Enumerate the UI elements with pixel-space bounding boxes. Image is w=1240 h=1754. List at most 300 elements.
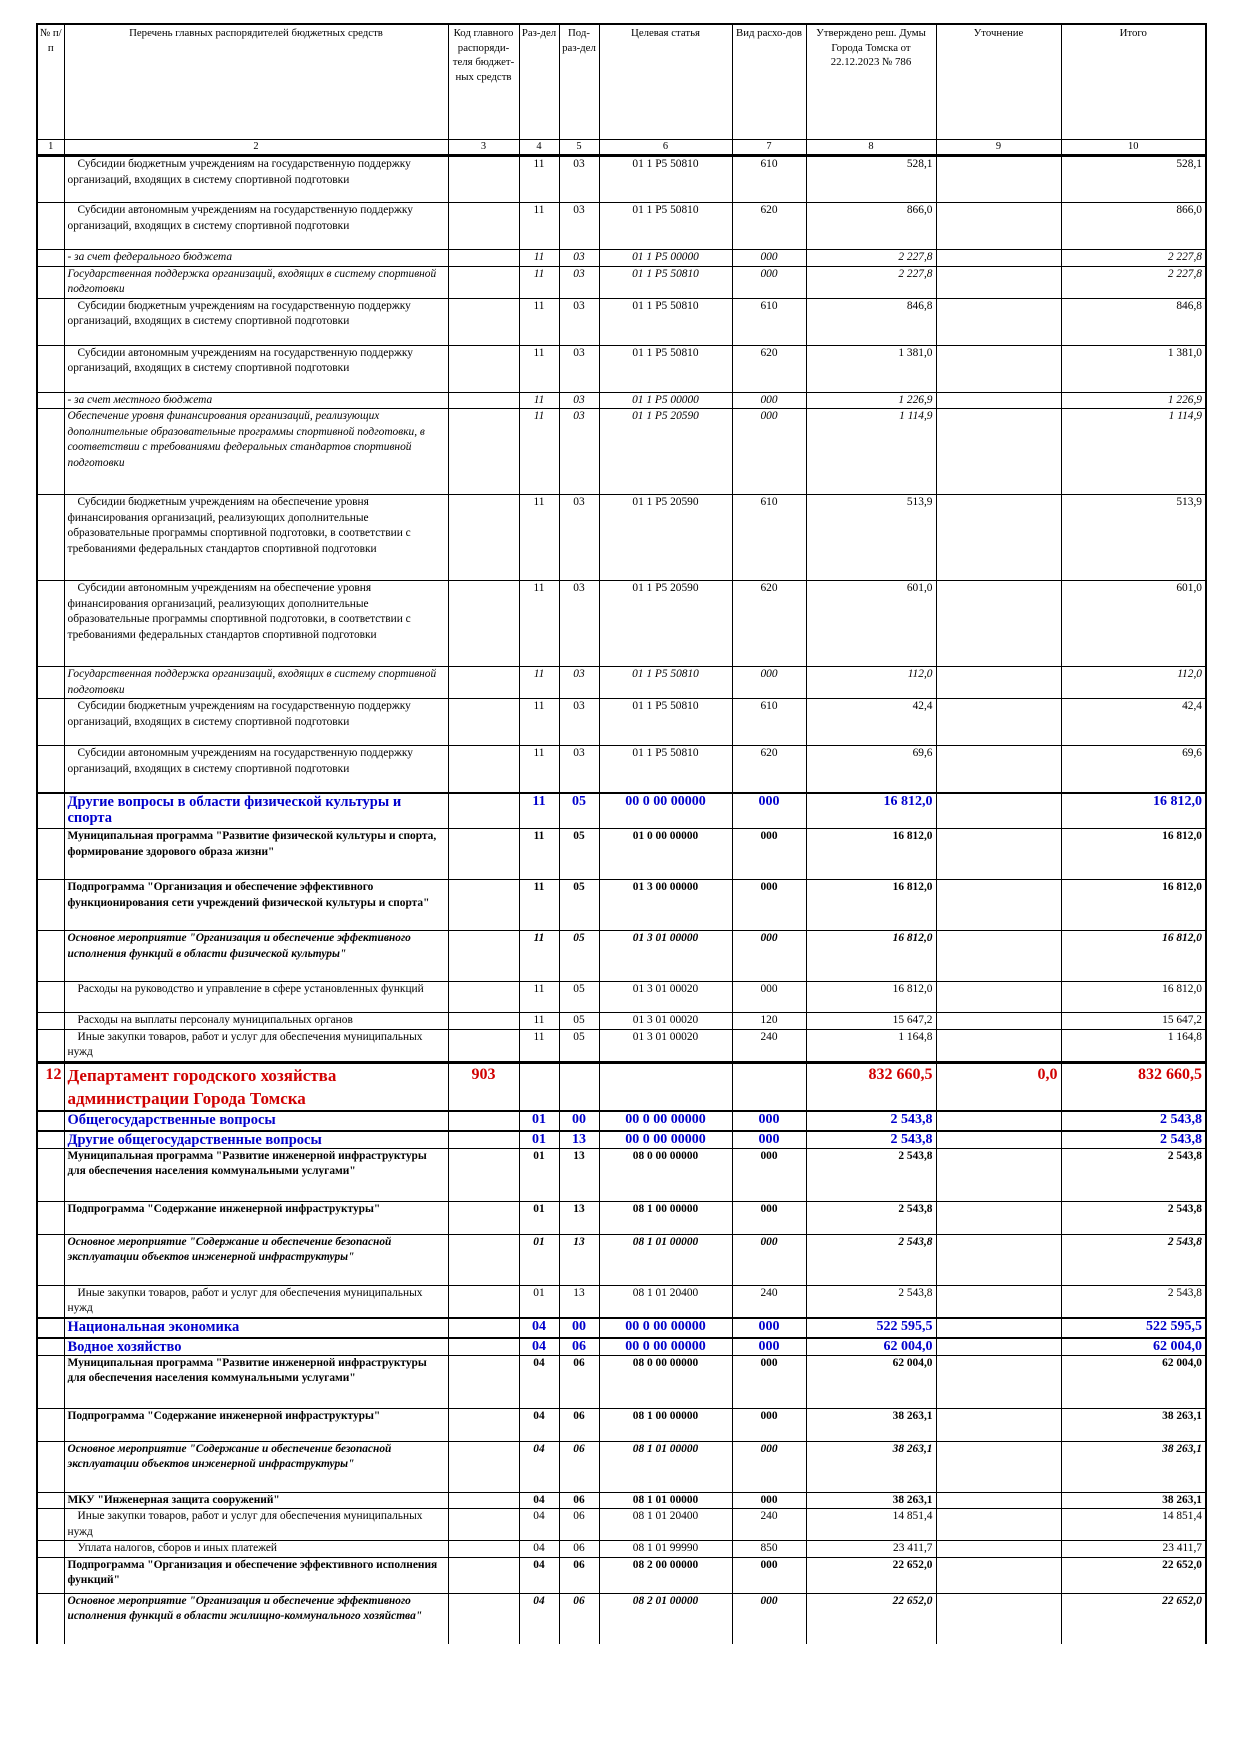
row-name-cell: Субсидии бюджетным учреждениям на государственную поддержку организаций, входящих в систему спортивной подготовки [64, 298, 448, 345]
row-expense-type-cell: 000 [732, 1355, 806, 1408]
row-razdel-cell: 11 [519, 156, 559, 203]
row-code-cell [448, 1593, 519, 1644]
row-code-cell [448, 880, 519, 931]
row-target-article-cell: 08 1 01 00000 [599, 1492, 732, 1509]
row-number-cell [37, 1201, 64, 1234]
row-total-cell: 2 227,8 [1061, 266, 1206, 298]
row-number-cell [37, 931, 64, 982]
row-total-cell: 38 263,1 [1061, 1441, 1206, 1492]
row-name-cell: - за счет местного бюджета [64, 392, 448, 409]
row-number-cell [37, 409, 64, 495]
row-podrazdel-cell: 05 [559, 793, 599, 829]
row-total-cell: 14 851,4 [1061, 1509, 1206, 1541]
row-target-article-cell: 01 1 P5 50810 [599, 699, 732, 746]
row-razdel-cell: 11 [519, 931, 559, 982]
row-target-article-cell: 08 1 00 00000 [599, 1201, 732, 1234]
table-row [37, 409, 1206, 495]
row-name-cell: Другие вопросы в области физической культуры и спорта [64, 793, 448, 829]
row-code-cell [448, 667, 519, 699]
row-code-cell [448, 409, 519, 495]
row-total-cell: 513,9 [1061, 495, 1206, 581]
header-podrazdel: Под-раз-дел [559, 24, 599, 140]
row-expense-type-cell: 240 [732, 1029, 806, 1062]
row-approved-cell: 23 411,7 [806, 1541, 936, 1558]
row-number-cell [37, 1029, 64, 1062]
column-number: 10 [1061, 140, 1206, 156]
row-approved-cell: 38 263,1 [806, 1492, 936, 1509]
row-number-cell [37, 699, 64, 746]
row-expense-type-cell: 000 [732, 409, 806, 495]
header-expense-type: Вид расхо-дов [732, 24, 806, 140]
row-razdel-cell: 04 [519, 1557, 559, 1593]
row-change-cell [936, 931, 1061, 982]
header-row [37, 24, 1206, 140]
row-expense-type-cell: 000 [732, 1593, 806, 1644]
row-approved-cell: 62 004,0 [806, 1338, 936, 1356]
row-razdel-cell: 11 [519, 1013, 559, 1030]
row-expense-type-cell: 610 [732, 495, 806, 581]
row-number-cell [37, 1408, 64, 1441]
row-expense-type-cell: 000 [732, 266, 806, 298]
row-change-cell [936, 495, 1061, 581]
row-expense-type-cell: 000 [732, 1131, 806, 1149]
row-target-article-cell: 08 0 00 00000 [599, 1355, 732, 1408]
row-expense-type-cell: 000 [732, 1441, 806, 1492]
row-total-cell: 69,6 [1061, 746, 1206, 793]
row-total-cell: 2 543,8 [1061, 1234, 1206, 1285]
row-number-cell [37, 746, 64, 793]
header-total: Итого [1061, 24, 1206, 140]
row-code-cell [448, 581, 519, 667]
row-podrazdel-cell: 05 [559, 982, 599, 1013]
row-number-cell [37, 1338, 64, 1356]
row-podrazdel-cell: 05 [559, 1013, 599, 1030]
row-change-cell [936, 345, 1061, 392]
row-podrazdel-cell: 03 [559, 746, 599, 793]
row-change-cell [936, 250, 1061, 267]
row-number-cell [37, 345, 64, 392]
row-code-cell [448, 1355, 519, 1408]
row-name-cell: Субсидии автономным учреждениям на государственную поддержку организаций, входящих в систему спортивной подготовки [64, 345, 448, 392]
row-target-article-cell: 08 0 00 00000 [599, 1148, 732, 1201]
row-total-cell: 42,4 [1061, 699, 1206, 746]
row-approved-cell: 62 004,0 [806, 1355, 936, 1408]
row-approved-cell: 1 114,9 [806, 409, 936, 495]
row-razdel-cell: 11 [519, 266, 559, 298]
row-podrazdel-cell: 05 [559, 931, 599, 982]
row-change-cell [936, 1408, 1061, 1441]
row-podrazdel-cell: 13 [559, 1285, 599, 1318]
row-podrazdel-cell: 06 [559, 1408, 599, 1441]
row-podrazdel-cell: 05 [559, 1029, 599, 1062]
row-total-cell: 2 543,8 [1061, 1285, 1206, 1318]
row-number-cell [37, 1593, 64, 1644]
row-name-cell: Подпрограмма "Содержание инженерной инфраструктуры" [64, 1408, 448, 1441]
row-name-cell: Подпрограмма "Организация и обеспечение эффективного функционирования сети учреждений физической культуры и спорта" [64, 880, 448, 931]
row-code-cell [448, 982, 519, 1013]
row-name-cell: МКУ "Инженерная защита сооружений" [64, 1492, 448, 1509]
row-target-article-cell: 01 1 P5 50810 [599, 156, 732, 203]
row-approved-cell: 22 652,0 [806, 1557, 936, 1593]
row-total-cell: 2 227,8 [1061, 250, 1206, 267]
row-change-cell [936, 1285, 1061, 1318]
table-row [37, 495, 1206, 581]
row-target-article-cell: 01 3 01 00020 [599, 982, 732, 1013]
row-total-cell: 2 543,8 [1061, 1201, 1206, 1234]
row-razdel-cell: 04 [519, 1408, 559, 1441]
table-row [37, 793, 1206, 829]
table-row [37, 581, 1206, 667]
column-number: 8 [806, 140, 936, 156]
row-code-cell [448, 1029, 519, 1062]
row-name-cell: Государственная поддержка организаций, входящих в систему спортивной подготовки [64, 266, 448, 298]
row-approved-cell: 38 263,1 [806, 1441, 936, 1492]
row-name-cell: Муниципальная программа "Развитие инженерной инфраструктуры для обеспечения населения коммунальными услугами" [64, 1355, 448, 1408]
row-name-cell: Государственная поддержка организаций, входящих в систему спортивной подготовки [64, 667, 448, 699]
row-number-cell [37, 1285, 64, 1318]
row-approved-cell: 2 543,8 [806, 1131, 936, 1149]
row-target-article-cell: 08 1 01 20400 [599, 1509, 732, 1541]
row-podrazdel-cell: 03 [559, 667, 599, 699]
row-expense-type-cell: 610 [732, 699, 806, 746]
row-code-cell [448, 829, 519, 880]
row-target-article-cell: 00 0 00 00000 [599, 1318, 732, 1338]
row-code-cell [448, 1408, 519, 1441]
row-razdel-cell: 11 [519, 1029, 559, 1062]
row-code-cell [448, 1441, 519, 1492]
row-expense-type-cell: 620 [732, 345, 806, 392]
row-podrazdel-cell: 06 [559, 1541, 599, 1558]
row-podrazdel-cell: 06 [559, 1355, 599, 1408]
row-approved-cell: 1 381,0 [806, 345, 936, 392]
row-change-cell [936, 1318, 1061, 1338]
row-approved-cell: 15 647,2 [806, 1013, 936, 1030]
row-change-cell [936, 1201, 1061, 1234]
row-total-cell: 866,0 [1061, 203, 1206, 250]
row-razdel-cell: 04 [519, 1593, 559, 1644]
row-podrazdel-cell: 03 [559, 203, 599, 250]
row-approved-cell: 2 227,8 [806, 250, 936, 267]
row-target-article-cell: 01 1 P5 20590 [599, 495, 732, 581]
row-number-cell [37, 1013, 64, 1030]
row-total-cell: 62 004,0 [1061, 1338, 1206, 1356]
row-number-cell [37, 1509, 64, 1541]
row-razdel-cell: 04 [519, 1338, 559, 1356]
row-razdel-cell: 11 [519, 495, 559, 581]
row-razdel-cell: 04 [519, 1355, 559, 1408]
row-podrazdel-cell: 03 [559, 156, 599, 203]
table-row [37, 1492, 1206, 1509]
table-row [37, 1318, 1206, 1338]
row-code-cell [448, 298, 519, 345]
row-razdel-cell: 11 [519, 392, 559, 409]
row-number-cell [37, 203, 64, 250]
row-code-cell [448, 156, 519, 203]
row-razdel-cell: 11 [519, 667, 559, 699]
row-number-cell [37, 298, 64, 345]
row-number-cell [37, 1318, 64, 1338]
row-number-cell [37, 266, 64, 298]
row-expense-type-cell: 000 [732, 793, 806, 829]
row-total-cell: 2 543,8 [1061, 1111, 1206, 1131]
row-code-cell [448, 203, 519, 250]
row-approved-cell: 866,0 [806, 203, 936, 250]
row-razdel-cell: 11 [519, 581, 559, 667]
row-expense-type-cell: 000 [732, 931, 806, 982]
row-name-cell: Субсидии бюджетным учреждениям на государственную поддержку организаций, входящих в систему спортивной подготовки [64, 156, 448, 203]
row-podrazdel-cell: 03 [559, 699, 599, 746]
row-number-cell [37, 1492, 64, 1509]
row-total-cell: 2 543,8 [1061, 1148, 1206, 1201]
row-razdel-cell: 11 [519, 982, 559, 1013]
row-expense-type-cell: 000 [732, 1557, 806, 1593]
row-target-article-cell: 01 1 P5 50810 [599, 266, 732, 298]
row-name-cell: Иные закупки товаров, работ и услуг для обеспечения муниципальных нужд [64, 1509, 448, 1541]
row-expense-type-cell: 000 [732, 1318, 806, 1338]
row-razdel-cell [519, 1062, 559, 1111]
table-row [37, 1029, 1206, 1062]
row-total-cell: 112,0 [1061, 667, 1206, 699]
row-change-cell [936, 1029, 1061, 1062]
row-total-cell: 2 543,8 [1061, 1131, 1206, 1149]
row-target-article-cell: 01 3 00 00000 [599, 880, 732, 931]
row-code-cell [448, 1148, 519, 1201]
row-total-cell: 38 263,1 [1061, 1492, 1206, 1509]
row-approved-cell: 16 812,0 [806, 829, 936, 880]
row-name-cell: Другие общегосударственные вопросы [64, 1131, 448, 1149]
row-total-cell: 23 411,7 [1061, 1541, 1206, 1558]
table-row [37, 1234, 1206, 1285]
row-number-cell [37, 1541, 64, 1558]
row-code-cell [448, 1285, 519, 1318]
row-razdel-cell: 01 [519, 1131, 559, 1149]
row-number-cell [37, 793, 64, 829]
row-target-article-cell: 08 1 01 99990 [599, 1541, 732, 1558]
row-expense-type-cell: 000 [732, 1492, 806, 1509]
row-podrazdel-cell: 06 [559, 1593, 599, 1644]
row-number-cell [37, 1441, 64, 1492]
column-number: 3 [448, 140, 519, 156]
row-podrazdel-cell: 03 [559, 581, 599, 667]
row-podrazdel-cell: 06 [559, 1338, 599, 1356]
row-podrazdel-cell: 13 [559, 1131, 599, 1149]
row-expense-type-cell: 000 [732, 1111, 806, 1131]
row-change-cell [936, 156, 1061, 203]
row-razdel-cell: 01 [519, 1148, 559, 1201]
row-change-cell [936, 793, 1061, 829]
header-target-article: Целевая статья [599, 24, 732, 140]
row-number-cell [37, 495, 64, 581]
row-approved-cell: 513,9 [806, 495, 936, 581]
row-target-article-cell: 08 1 00 00000 [599, 1408, 732, 1441]
header-change: Уточнение [936, 24, 1061, 140]
row-razdel-cell: 01 [519, 1201, 559, 1234]
header-code: Код главного распоряди-теля бюджет-ных средств [448, 24, 519, 140]
row-expense-type-cell: 000 [732, 250, 806, 267]
row-target-article-cell: 01 1 P5 20590 [599, 409, 732, 495]
row-code-cell [448, 495, 519, 581]
row-name-cell: Основное мероприятие "Организация и обеспечение эффективного исполнения функций в области жилищно-коммунального хозяйства" [64, 1593, 448, 1644]
row-approved-cell: 112,0 [806, 667, 936, 699]
row-total-cell: 1 114,9 [1061, 409, 1206, 495]
row-expense-type-cell: 000 [732, 829, 806, 880]
column-number: 1 [37, 140, 64, 156]
row-change-cell [936, 409, 1061, 495]
row-total-cell: 38 263,1 [1061, 1408, 1206, 1441]
row-razdel-cell: 11 [519, 250, 559, 267]
row-code-cell [448, 699, 519, 746]
row-name-cell: Обеспечение уровня финансирования организаций, реализующих дополнительные образовательные программы спортивной подготовки, в соответствии с требованиями федеральных стандартов спортивной подготовки [64, 409, 448, 495]
row-code-cell [448, 746, 519, 793]
header-razdel: Раз-дел [519, 24, 559, 140]
row-name-cell: Муниципальная программа "Развитие инженерной инфраструктуры для обеспечения населения коммунальными услугами" [64, 1148, 448, 1201]
row-approved-cell: 16 812,0 [806, 982, 936, 1013]
row-code-cell [448, 345, 519, 392]
row-target-article-cell: 01 1 P5 50810 [599, 298, 732, 345]
table-row [37, 880, 1206, 931]
row-approved-cell: 2 543,8 [806, 1201, 936, 1234]
row-target-article-cell: 00 0 00 00000 [599, 793, 732, 829]
row-total-cell: 16 812,0 [1061, 931, 1206, 982]
table-row [37, 1441, 1206, 1492]
row-name-cell: Иные закупки товаров, работ и услуг для обеспечения муниципальных нужд [64, 1285, 448, 1318]
row-number-cell [37, 829, 64, 880]
table-row [37, 931, 1206, 982]
row-number-cell: 12 [37, 1062, 64, 1111]
table-row [37, 1201, 1206, 1234]
row-name-cell: Водное хозяйство [64, 1338, 448, 1356]
row-total-cell: 15 647,2 [1061, 1013, 1206, 1030]
row-code-cell [448, 266, 519, 298]
row-total-cell: 22 652,0 [1061, 1593, 1206, 1644]
row-change-cell [936, 1234, 1061, 1285]
table-row [37, 1285, 1206, 1318]
row-expense-type-cell: 610 [732, 156, 806, 203]
row-change-cell [936, 829, 1061, 880]
row-change-cell [936, 392, 1061, 409]
row-approved-cell: 2 543,8 [806, 1234, 936, 1285]
row-name-cell: Расходы на выплаты персоналу муниципальных органов [64, 1013, 448, 1030]
row-expense-type-cell: 620 [732, 203, 806, 250]
column-number: 9 [936, 140, 1061, 156]
row-expense-type-cell: 000 [732, 1201, 806, 1234]
table-row [37, 1338, 1206, 1356]
row-code-cell: 903 [448, 1062, 519, 1111]
row-code-cell [448, 1234, 519, 1285]
row-approved-cell: 601,0 [806, 581, 936, 667]
row-target-article-cell: 01 1 P5 50810 [599, 667, 732, 699]
row-podrazdel-cell: 06 [559, 1441, 599, 1492]
row-target-article-cell: 01 0 00 00000 [599, 829, 732, 880]
row-approved-cell: 14 851,4 [806, 1509, 936, 1541]
row-change-cell: 0,0 [936, 1062, 1061, 1111]
row-change-cell [936, 1148, 1061, 1201]
row-name-cell: Департамент городского хозяйства администрации Города Томска [64, 1062, 448, 1111]
table-row [37, 982, 1206, 1013]
row-expense-type-cell: 620 [732, 746, 806, 793]
row-total-cell: 16 812,0 [1061, 880, 1206, 931]
row-total-cell: 601,0 [1061, 581, 1206, 667]
row-name-cell: Основное мероприятие "Содержание и обеспечение безопасной эксплуатации объектов инженерной инфраструктуры" [64, 1234, 448, 1285]
row-total-cell: 1 381,0 [1061, 345, 1206, 392]
row-expense-type-cell: 000 [732, 667, 806, 699]
row-change-cell [936, 1557, 1061, 1593]
column-number-row [37, 140, 1206, 156]
row-name-cell: Муниципальная программа "Развитие физической культуры и спорта, формирование здорового образа жизни" [64, 829, 448, 880]
row-change-cell [936, 982, 1061, 1013]
table-row [37, 266, 1206, 298]
row-name-cell: Субсидии бюджетным учреждениям на государственную поддержку организаций, входящих в систему спортивной подготовки [64, 699, 448, 746]
row-total-cell: 1 164,8 [1061, 1029, 1206, 1062]
row-podrazdel-cell: 03 [559, 392, 599, 409]
table-row [37, 156, 1206, 203]
row-number-cell [37, 156, 64, 203]
row-razdel-cell: 04 [519, 1318, 559, 1338]
row-name-cell: Подпрограмма "Содержание инженерной инфраструктуры" [64, 1201, 448, 1234]
row-number-cell [37, 982, 64, 1013]
row-name-cell: Общегосударственные вопросы [64, 1111, 448, 1131]
row-number-cell [37, 581, 64, 667]
row-podrazdel-cell: 05 [559, 829, 599, 880]
row-total-cell: 16 812,0 [1061, 829, 1206, 880]
row-razdel-cell: 04 [519, 1441, 559, 1492]
row-podrazdel-cell: 03 [559, 495, 599, 581]
row-approved-cell: 2 543,8 [806, 1285, 936, 1318]
row-podrazdel-cell: 13 [559, 1201, 599, 1234]
row-podrazdel-cell: 03 [559, 298, 599, 345]
row-total-cell: 16 812,0 [1061, 793, 1206, 829]
row-razdel-cell: 04 [519, 1509, 559, 1541]
row-name-cell: Национальная экономика [64, 1318, 448, 1338]
column-number: 4 [519, 140, 559, 156]
row-code-cell [448, 931, 519, 982]
row-change-cell [936, 1593, 1061, 1644]
row-razdel-cell: 11 [519, 746, 559, 793]
row-change-cell [936, 1338, 1061, 1356]
row-change-cell [936, 581, 1061, 667]
row-target-article-cell: 00 0 00 00000 [599, 1338, 732, 1356]
row-target-article-cell [599, 1062, 732, 1111]
row-razdel-cell: 11 [519, 880, 559, 931]
row-target-article-cell: 01 1 P5 00000 [599, 250, 732, 267]
row-expense-type-cell: 610 [732, 298, 806, 345]
row-code-cell [448, 1131, 519, 1149]
row-change-cell [936, 266, 1061, 298]
table-row [37, 1509, 1206, 1541]
row-target-article-cell: 00 0 00 00000 [599, 1111, 732, 1131]
row-approved-cell: 16 812,0 [806, 793, 936, 829]
row-code-cell [448, 250, 519, 267]
row-total-cell: 832 660,5 [1061, 1062, 1206, 1111]
row-target-article-cell: 00 0 00 00000 [599, 1131, 732, 1149]
row-number-cell [37, 1148, 64, 1201]
row-razdel-cell: 04 [519, 1492, 559, 1509]
row-podrazdel-cell: 03 [559, 409, 599, 495]
row-expense-type-cell: 620 [732, 581, 806, 667]
row-code-cell [448, 1201, 519, 1234]
column-number: 6 [599, 140, 732, 156]
row-approved-cell: 846,8 [806, 298, 936, 345]
row-approved-cell: 528,1 [806, 156, 936, 203]
table-row [37, 699, 1206, 746]
row-number-cell [37, 667, 64, 699]
row-podrazdel-cell: 03 [559, 250, 599, 267]
row-name-cell: Субсидии автономным учреждениям на обеспечение уровня финансирования организаций, реализующих дополнительные образовательные программы спортивной подготовки, в соответствии с требованиями федеральных стандартов спортивной подготовки [64, 581, 448, 667]
row-change-cell [936, 1131, 1061, 1149]
row-code-cell [448, 1541, 519, 1558]
row-number-cell [37, 1355, 64, 1408]
row-approved-cell: 69,6 [806, 746, 936, 793]
